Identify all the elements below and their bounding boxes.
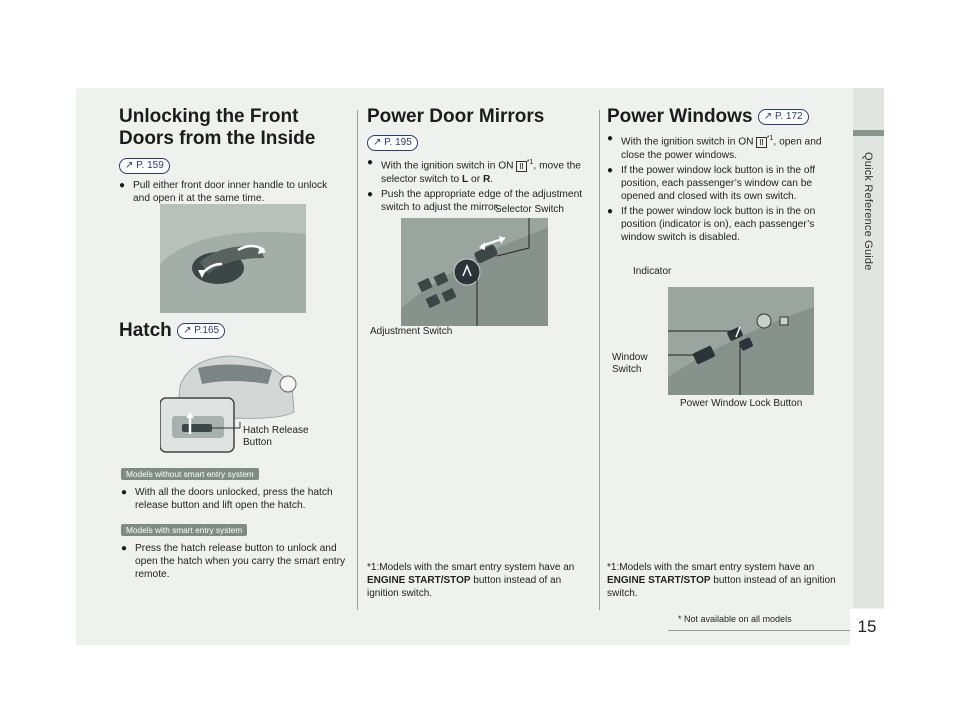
- ref-text: P. 195: [384, 137, 412, 149]
- bullet: [367, 156, 595, 185]
- footnote-mark: *1: [766, 135, 774, 143]
- bullet-text: , move the selector switch to: [381, 160, 581, 185]
- callout-selector-switch: Selector Switch: [495, 204, 564, 215]
- bullet-text: With the ignition switch in ON: [621, 136, 757, 148]
- ignition-key: II: [756, 137, 766, 148]
- note-bold: ENGINE START/STOP: [607, 575, 711, 586]
- callout-text: Button: [243, 437, 272, 448]
- ref-text: P. 159: [136, 159, 164, 171]
- side-tab-marker: [853, 130, 884, 136]
- footnote: * Not available on all models: [678, 614, 792, 624]
- selector-r: R: [482, 173, 491, 185]
- callout-hatch-release: [243, 425, 309, 449]
- bullet: ● If the power window lock button is in the on position (indicator is on), each passenger’s window switch is disabled.: [607, 205, 835, 244]
- bullet-text: With the ignition switch in ON: [381, 160, 517, 172]
- ignition-key: II: [516, 161, 526, 172]
- callout-text: Switch: [612, 364, 642, 375]
- callout-text: Hatch Release: [243, 425, 309, 436]
- note-bold: ENGINE START/STOP: [367, 575, 471, 586]
- window-switch-figure: [668, 287, 814, 395]
- door-handle-figure: [160, 204, 306, 313]
- bullet-text: or: [468, 173, 483, 185]
- callout-adjustment-switch: Adjustment Switch: [370, 326, 453, 337]
- footnote-note: [607, 561, 839, 600]
- note-prefix: *1:: [367, 562, 380, 573]
- footnote-divider: [668, 630, 850, 631]
- section-mirrors: [367, 106, 595, 214]
- section-title: Power Door Mirrors: [367, 106, 545, 127]
- column-divider: [599, 110, 600, 610]
- bullet-text: , open and close the power windows.: [621, 136, 822, 161]
- section-unlocking: [119, 106, 344, 205]
- callout-window-switch: [612, 352, 648, 376]
- section-hatch: [119, 320, 225, 342]
- mirror-switch-figure: [401, 218, 548, 326]
- section-title: Power Windows: [607, 106, 753, 127]
- bullet: ● Push the appropriate edge of the adjustment switch to adjust the mirror.: [367, 188, 595, 214]
- footnote-note: [367, 561, 595, 600]
- ref-text: P.165: [194, 324, 220, 336]
- label-without-smart-entry: Models without smart entry system: [121, 468, 259, 480]
- section-title: Hatch: [119, 320, 172, 341]
- note-text: button instead of an ignition switch.: [367, 575, 562, 599]
- column-divider: [357, 110, 358, 610]
- ref-text: P. 172: [774, 110, 803, 122]
- bullet-text: .: [490, 173, 494, 185]
- note-text: Models with the smart entry system have an: [619, 562, 815, 573]
- hatch-instructions: [121, 464, 346, 581]
- section-title: [119, 106, 344, 151]
- page-ref-link[interactable]: ↗ P. 195: [367, 135, 418, 151]
- callout-indicator: Indicator: [633, 266, 672, 277]
- page-ref-link[interactable]: ↗ P. 159: [119, 158, 170, 174]
- bullet: ● If the power window lock button is in the off position, each passenger’s window can be opened and closed with its own switch.: [607, 164, 835, 203]
- title-line: Unlocking the Front: [119, 106, 299, 127]
- callout-text: Window: [612, 352, 648, 363]
- selector-l: L: [461, 173, 469, 185]
- footnote-mark: *1: [526, 159, 534, 167]
- page-ref-link[interactable]: ↗ P.165: [177, 323, 225, 339]
- bullet: ● With all the doors unlocked, press the hatch release button and lift open the hatch.: [121, 486, 346, 512]
- side-label: Quick Reference Guide: [862, 152, 874, 271]
- bullet: ● Press the hatch release button to unlock and open the hatch when you carry the smart entry remote.: [121, 542, 346, 581]
- label-with-smart-entry: Models with smart entry system: [121, 524, 247, 536]
- page-ref-link[interactable]: ↗ P. 172: [758, 109, 809, 125]
- note-prefix: *1:: [607, 562, 620, 573]
- note-text: Models with the smart entry system have an: [379, 562, 575, 573]
- bullet: [607, 132, 835, 161]
- title-line: Doors from the Inside: [119, 128, 316, 150]
- bullet: ● Pull either front door inner handle to unlock and open it at the same time.: [119, 179, 344, 205]
- page-number: 15: [850, 609, 884, 645]
- callout-lock-button: Power Window Lock Button: [680, 398, 803, 409]
- note-text: button instead of an ignition switch.: [607, 575, 836, 599]
- section-windows: [607, 106, 835, 244]
